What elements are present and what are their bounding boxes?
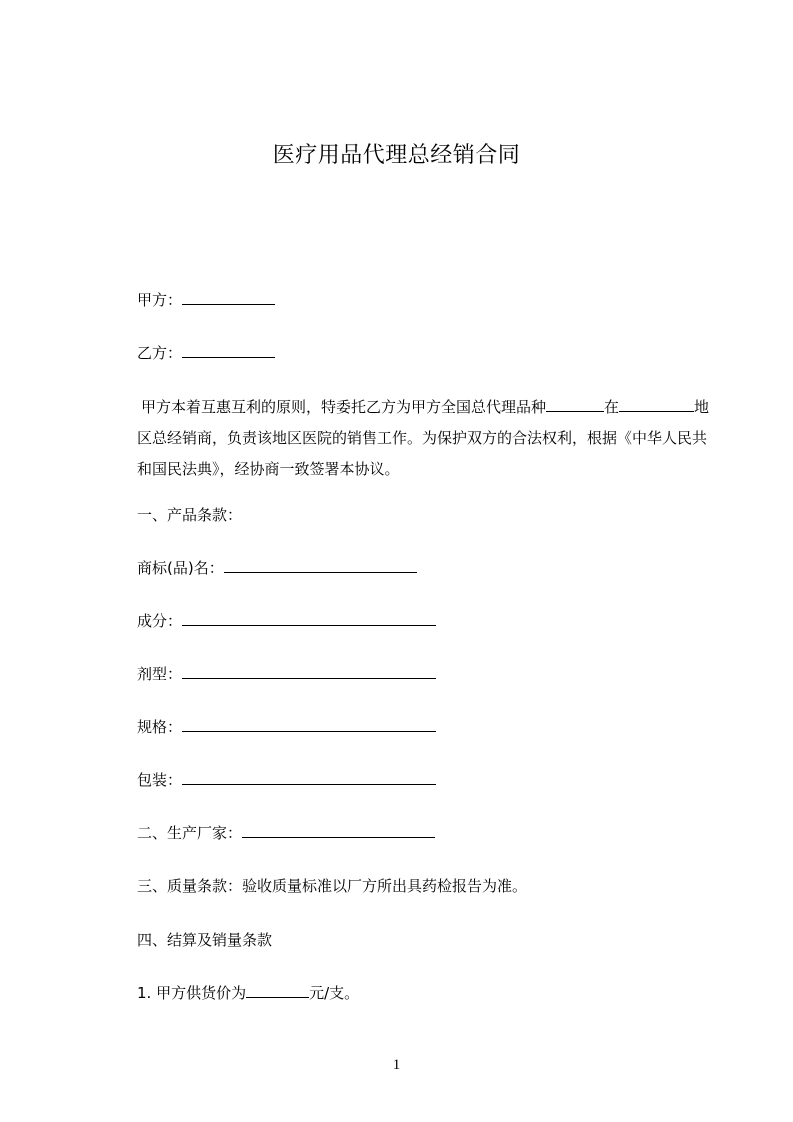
supply-price-text-part2: 元/支。 <box>309 984 360 1002</box>
brand-name-label: 商标(品)名： <box>137 559 224 577</box>
dosage-form-blank <box>182 664 436 679</box>
packaging-label: 包装： <box>137 771 183 789</box>
ingredients-blank <box>182 611 436 626</box>
supply-price-line <box>137 983 359 1003</box>
intro-text-part2: 在 <box>604 398 620 416</box>
section4-heading: 四、结算及销量条款 <box>137 931 273 949</box>
brand-name-line <box>137 558 417 578</box>
manufacturer-blank <box>242 823 435 838</box>
party-b-blank <box>182 343 275 358</box>
specification-line <box>137 717 436 737</box>
manufacturer-line <box>137 823 435 843</box>
section1-heading: 一、产品条款： <box>137 506 243 524</box>
section3-text: 三、质量条款：验收质量标准以厂方所出具药检报告为准。 <box>137 877 528 895</box>
section2-heading: 二、生产厂家： <box>137 824 243 842</box>
dosage-form-label: 剂型： <box>137 665 183 683</box>
intro-text-part1: 甲方本着互惠互利的原则，特委托乙方为甲方全国总代理品种 <box>141 398 547 416</box>
party-a-label: 甲方： <box>137 291 183 309</box>
party-a-line <box>137 290 275 310</box>
region-blank <box>619 397 694 412</box>
supply-price-text-part1: 1. 甲方供货价为 <box>137 984 247 1002</box>
dosage-form-line <box>137 664 436 684</box>
brand-name-blank <box>224 558 417 573</box>
specification-label: 规格： <box>137 718 183 736</box>
packaging-blank <box>182 770 436 785</box>
packaging-line <box>137 770 436 790</box>
party-b-line <box>137 343 275 363</box>
party-a-blank <box>182 290 275 305</box>
ingredients-label: 成分： <box>137 612 183 630</box>
intro-paragraph <box>137 392 712 485</box>
party-b-label: 乙方： <box>137 344 183 362</box>
ingredients-line <box>137 611 436 631</box>
supply-price-blank <box>246 983 309 998</box>
intro-text-part3: 地区总经销商，负责该地区医院的销售工作。为保护双方的合法权利，根据《中华人民共和国民法典》，经协商一致签署本协议。 <box>137 398 710 478</box>
product-variety-blank <box>546 397 604 412</box>
specification-blank <box>182 717 436 732</box>
document-title: 医疗用品代理总经销合同 <box>272 143 521 168</box>
page-number: 1 <box>392 1057 401 1073</box>
